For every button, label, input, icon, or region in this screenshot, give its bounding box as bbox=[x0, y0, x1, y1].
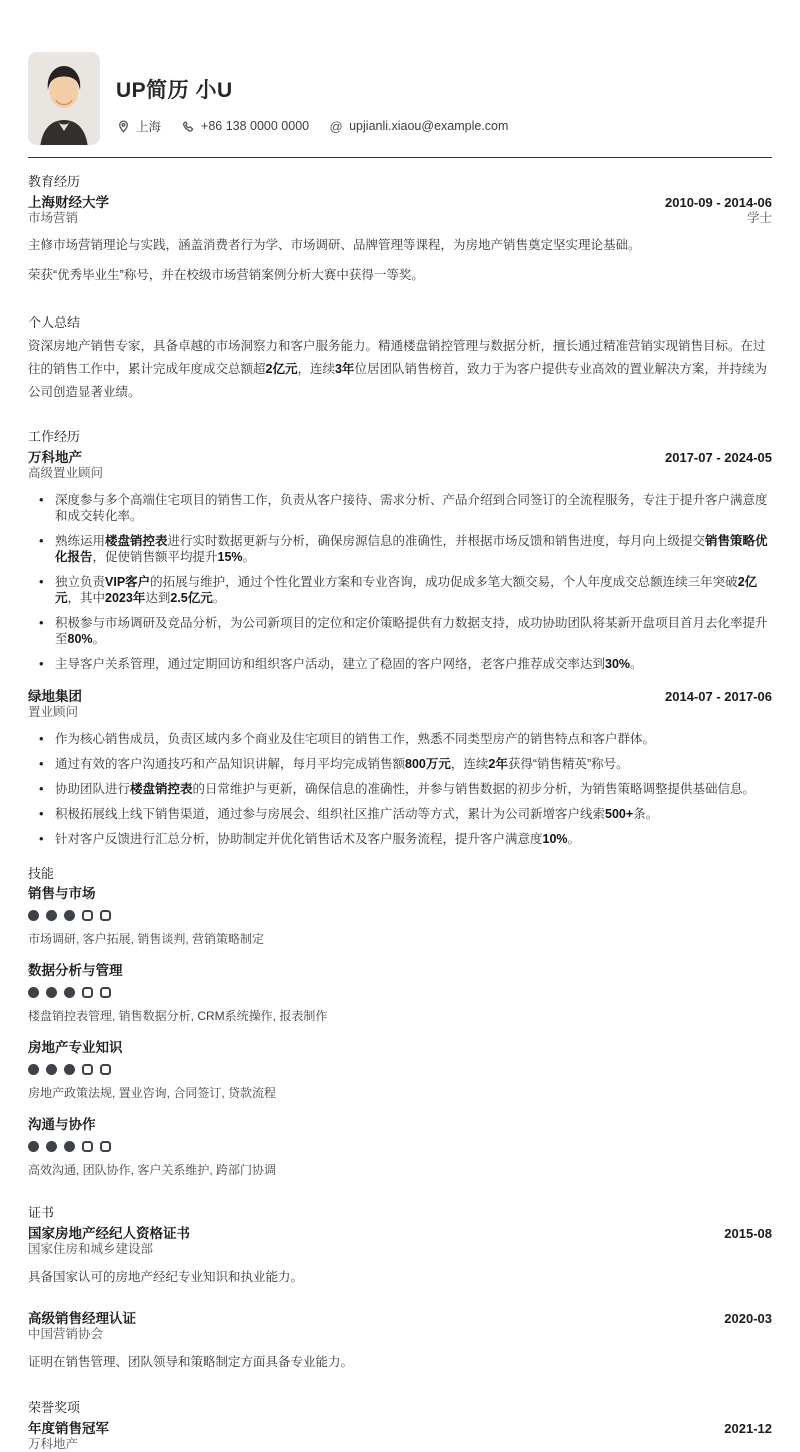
company-name: 万科地产 bbox=[28, 450, 82, 465]
job-bullet: • 协助团队进行楼盘销控表的日常维护与更新，确保信息的准确性，并参与销售数据的初步分析，为销售策略调整提供基础信息。 bbox=[28, 781, 772, 797]
certificates-section-title: 证书 bbox=[28, 1205, 55, 1220]
honor-entry bbox=[28, 1417, 772, 1452]
skills-section-title: 技能 bbox=[28, 866, 55, 881]
education-description: 荣获“优秀毕业生”称号，并在校级市场营销案例分析大赛中获得一等奖。 bbox=[28, 268, 424, 282]
skill-dot-empty bbox=[82, 1141, 93, 1152]
skill-dot-filled bbox=[46, 910, 57, 921]
education-entry-sub bbox=[28, 211, 772, 226]
skill-dot-filled bbox=[46, 1141, 57, 1152]
skill-dot-empty bbox=[100, 987, 111, 998]
at-sign-icon: @ bbox=[329, 118, 343, 134]
summary-text: 资深房地产销售专家，具备卓越的市场洞察力和客户服务能力。精通楼盘销控管理与数据分析，擅长通过精准营销实现销售目标。在过往的销售工作中，累计完成年度成交总额超2亿元，连续3年位居团队销售榜首，致力于为客户提供专业高效的置业解决方案，并持续为公司创造显著业绩。 bbox=[28, 339, 767, 399]
skill-dot-filled bbox=[46, 1064, 57, 1075]
company-name: 绿地集团 bbox=[28, 689, 82, 704]
job-bullet-list bbox=[28, 731, 772, 847]
education-major: 市场营销 bbox=[28, 211, 79, 225]
skill-item bbox=[28, 959, 772, 1024]
section-education bbox=[28, 171, 772, 286]
skill-dot-filled bbox=[28, 1064, 39, 1075]
school-name: 上海财经大学 bbox=[28, 195, 109, 210]
job-bullet: • 积极拓展线上线下销售渠道，通过参与房展会、组织社区推广活动等方式，累计为公司新增客户线索500+条。 bbox=[28, 806, 772, 822]
job-bullet: • 针对客户反馈进行汇总分析，协助制定并优化销售话术及客户服务流程，提升客户满意度10%。 bbox=[28, 831, 772, 847]
skill-dot-filled bbox=[28, 910, 39, 921]
location-pin-icon bbox=[116, 119, 130, 133]
header-text bbox=[116, 52, 508, 135]
contact-location bbox=[116, 117, 161, 135]
skill-dot-empty bbox=[82, 1064, 93, 1075]
education-entry-head bbox=[28, 191, 772, 211]
certificate-date: 2020-03 bbox=[724, 1311, 772, 1326]
skill-level-dots bbox=[28, 910, 772, 921]
certificate-issuer-text: 中国营销协会 bbox=[28, 1327, 104, 1341]
skill-name: 销售与市场 bbox=[28, 886, 96, 901]
skill-dot-filled bbox=[28, 1141, 39, 1152]
certificate-description: 具备国家认可的房地产经纪专业知识和执业能力。 bbox=[28, 1270, 304, 1284]
skill-item bbox=[28, 1113, 772, 1178]
certificate-entry-head bbox=[28, 1307, 772, 1327]
skill-dot-empty bbox=[100, 910, 111, 921]
skill-dot-filled bbox=[64, 987, 75, 998]
education-section-title: 教育经历 bbox=[28, 174, 81, 189]
skill-dot-empty bbox=[100, 1141, 111, 1152]
skill-dot-filled bbox=[28, 987, 39, 998]
phone-icon bbox=[181, 119, 195, 133]
job-date: 2017-07 - 2024-05 bbox=[665, 450, 772, 465]
job-bullet: • 熟练运用楼盘销控表进行实时数据更新与分析，确保房源信息的准确性，并根据市场反馈和销售进度，每月向上级提交销售策略优化报告，促使销售额平均提升15%。 bbox=[28, 533, 772, 565]
section-certificates bbox=[28, 1202, 772, 1373]
honors-section-title: 荣誉奖项 bbox=[28, 1400, 81, 1415]
skill-dot-filled bbox=[64, 1141, 75, 1152]
skill-dot-empty bbox=[100, 1064, 111, 1075]
certificate-entry bbox=[28, 1307, 772, 1373]
profile-photo-placeholder bbox=[28, 52, 100, 145]
skill-keywords: 高效沟通, 团队协作, 客户关系维护, 跨部门协调 bbox=[28, 1163, 277, 1177]
candidate-name: UP简历 小U bbox=[116, 79, 233, 102]
contact-email bbox=[329, 119, 508, 133]
skill-level-dots bbox=[28, 1141, 772, 1152]
certificate-description: 证明在销售管理、团队领导和策略制定方面具备专业能力。 bbox=[28, 1355, 354, 1369]
honor-issuer bbox=[28, 1437, 772, 1452]
honor-date: 2021-12 bbox=[724, 1421, 772, 1436]
job-date: 2014-07 - 2017-06 bbox=[665, 689, 772, 704]
section-skills bbox=[28, 863, 772, 1178]
job-title bbox=[28, 705, 772, 720]
skill-name: 房地产专业知识 bbox=[28, 1040, 123, 1055]
job-title-text: 高级置业顾问 bbox=[28, 466, 104, 480]
job-bullet: • 积极参与市场调研及竞品分析，为公司新项目的定位和定价策略提供有力数据支持，成功协助团队将某新开盘项目首月去化率提升至80%。 bbox=[28, 615, 772, 647]
job-bullet: • 主导客户关系管理，通过定期回访和组织客户活动，建立了稳固的客户网络，老客户推荐成交率达到30%。 bbox=[28, 656, 772, 672]
skill-dot-filled bbox=[46, 987, 57, 998]
skill-keywords: 楼盘销控表管理, 销售数据分析, CRM系统操作, 报表制作 bbox=[28, 1009, 328, 1023]
skill-name: 数据分析与管理 bbox=[28, 963, 123, 978]
certificate-title: 国家房地产经纪人资格证书 bbox=[28, 1226, 190, 1241]
job-title bbox=[28, 466, 772, 481]
contact-email-text: upjianli.xiaou@example.com bbox=[349, 119, 509, 133]
skill-dot-filled bbox=[64, 1064, 75, 1075]
job-entry bbox=[28, 685, 772, 847]
skill-keywords: 房地产政策法规, 置业咨询, 合同签订, 贷款流程 bbox=[28, 1086, 277, 1100]
skill-item bbox=[28, 882, 772, 947]
certificate-issuer-text: 国家住房和城乡建设部 bbox=[28, 1242, 154, 1256]
skill-level-dots bbox=[28, 987, 772, 998]
section-experience bbox=[28, 426, 772, 847]
certificate-entry-head bbox=[28, 1222, 772, 1242]
experience-section-title: 工作经历 bbox=[28, 429, 81, 444]
education-date: 2010-09 - 2014-06 bbox=[665, 195, 772, 210]
job-entry bbox=[28, 446, 772, 672]
certificate-entry bbox=[28, 1222, 772, 1288]
honor-issuer-text: 万科地产 bbox=[28, 1437, 79, 1451]
certificate-issuer bbox=[28, 1242, 772, 1257]
honor-title: 年度销售冠军 bbox=[28, 1421, 109, 1436]
skill-dot-empty bbox=[82, 910, 93, 921]
skill-dot-empty bbox=[82, 987, 93, 998]
job-bullet: • 作为核心销售成员，负责区域内多个商业及住宅项目的销售工作，熟悉不同类型房产的销售特点和客户群体。 bbox=[28, 731, 772, 747]
header-divider bbox=[28, 157, 772, 158]
job-bullet: • 深度参与多个高端住宅项目的销售工作，负责从客户接待、需求分析、产品介绍到合同签订的全流程服务，专注于提升客户满意度和成交转化率。 bbox=[28, 492, 772, 524]
contact-row bbox=[116, 117, 508, 135]
job-bullet-list bbox=[28, 492, 772, 672]
job-entry-head bbox=[28, 446, 772, 466]
contact-location-text: 上海 bbox=[136, 120, 162, 134]
skill-dot-filled bbox=[64, 910, 75, 921]
summary-section-title: 个人总结 bbox=[28, 315, 81, 330]
skill-name: 沟通与协作 bbox=[28, 1117, 96, 1132]
certificate-issuer bbox=[28, 1327, 772, 1342]
skill-keywords: 市场调研, 客户拓展, 销售谈判, 营销策略制定 bbox=[28, 932, 265, 946]
contact-phone bbox=[181, 119, 309, 133]
honor-entry-head bbox=[28, 1417, 772, 1437]
job-entry-head bbox=[28, 685, 772, 705]
education-degree: 学士 bbox=[746, 211, 772, 225]
skill-item bbox=[28, 1036, 772, 1101]
education-description: 主修市场营销理论与实践，涵盖消费者行为学、市场调研、品牌管理等课程，为房地产销售奠定坚实理论基础。 bbox=[28, 238, 641, 252]
certificate-title: 高级销售经理认证 bbox=[28, 1311, 136, 1326]
profile-photo bbox=[28, 52, 100, 145]
job-bullet: • 独立负责VIP客户的拓展与维护，通过个性化置业方案和专业咨询，成功促成多笔大额交易，个人年度成交总额连续三年突破2亿元，其中2023年达到2.5亿元。 bbox=[28, 574, 772, 606]
resume-header bbox=[28, 0, 772, 145]
section-summary bbox=[28, 312, 772, 404]
skill-level-dots bbox=[28, 1064, 772, 1075]
certificate-date: 2015-08 bbox=[724, 1226, 772, 1241]
section-honors bbox=[28, 1397, 772, 1452]
job-bullet: • 通过有效的客户沟通技巧和产品知识讲解，每月平均完成销售额800万元，连续2年获得“销售精英”称号。 bbox=[28, 756, 772, 772]
contact-phone-text: +86 138 0000 0000 bbox=[201, 119, 310, 133]
job-title-text: 置业顾问 bbox=[28, 705, 79, 719]
